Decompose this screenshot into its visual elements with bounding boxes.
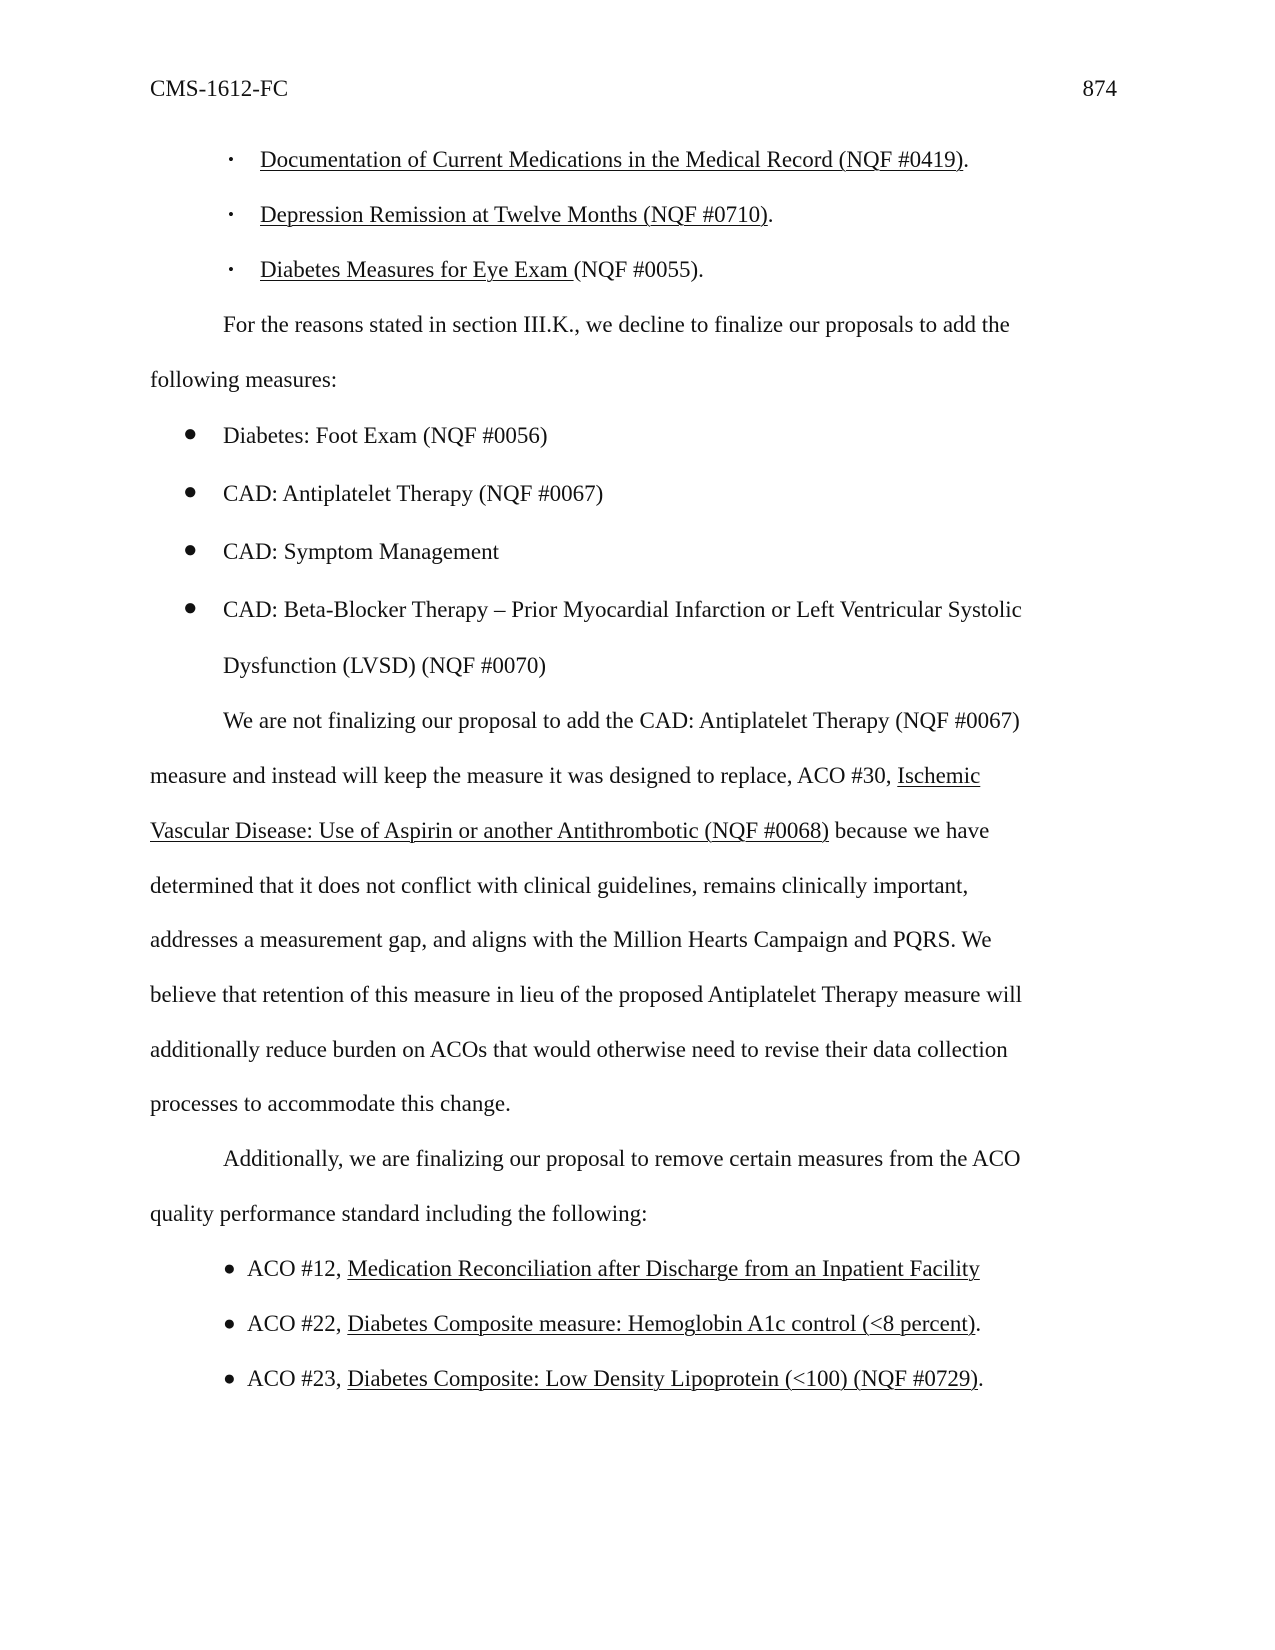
paragraph-line: [150, 763, 980, 789]
document-id: CMS-1612-FC: [150, 76, 289, 101]
bullet-icon: ●: [223, 1311, 236, 1335]
bullet-icon: ●: [183, 595, 198, 621]
aco-number: ACO #22,: [247, 1311, 348, 1336]
paragraph-line: additionally reduce burden on ACOs that would otherwise need to revise their data collection: [150, 1037, 1008, 1062]
list-item-tail: .: [978, 1366, 984, 1391]
paragraph-text: because we have: [829, 818, 990, 843]
paragraph-line: processes to accommodate this change.: [150, 1091, 511, 1116]
list-item: [260, 202, 774, 228]
measure-link[interactable]: Ischemic: [897, 763, 981, 788]
paragraph-line: We are not finalizing our proposal to add the CAD: Antiplatelet Therapy (NQF #0067): [223, 708, 1020, 733]
list-item: [260, 257, 704, 283]
measure-link[interactable]: Diabetes Composite: Low Density Lipoprotein (<100) (NQF #0729): [347, 1366, 979, 1391]
paragraph-line: addresses a measurement gap, and aligns with the Million Hearts Campaign and PQRS. We: [150, 927, 992, 952]
paragraph-text: measure and instead will keep the measure it was designed to replace, ACO #30,: [150, 763, 898, 788]
list-item: CAD: Antiplatelet Therapy (NQF #0067): [223, 481, 604, 506]
list-item-tail: .: [963, 147, 970, 172]
bullet-icon: ●: [183, 421, 198, 447]
aco-number: ACO #12,: [247, 1256, 348, 1281]
list-item: CAD: Symptom Management: [223, 539, 499, 564]
bullet-icon: ●: [223, 1256, 236, 1280]
measure-link[interactable]: Diabetes Composite measure: Hemoglobin A1c control (<8 percent): [347, 1311, 976, 1336]
page-number: 874: [1082, 76, 1117, 101]
paragraph-line: determined that it does not conflict with clinical guidelines, remains clinically important,: [150, 873, 969, 898]
list-item-tail: .: [975, 1311, 982, 1336]
list-item: CAD: Beta-Blocker Therapy – Prior Myocardial Infarction or Left Ventricular Systolic: [223, 597, 1022, 622]
measure-link[interactable]: Documentation of Current Medications in the Medical Record (NQF #0419): [260, 147, 964, 172]
paragraph-line: quality performance standard including the following:: [150, 1201, 648, 1226]
bullet-icon: ●: [223, 1366, 236, 1390]
aco-number: ACO #23,: [247, 1366, 348, 1391]
measure-link[interactable]: Medication Reconciliation after Discharge from an Inpatient Facility: [347, 1256, 980, 1281]
bullet-icon: •: [228, 150, 234, 169]
list-item-tail: .: [767, 202, 774, 227]
bullet-icon: ●: [183, 479, 198, 505]
measure-link[interactable]: Diabetes Measures for Eye Exam: [260, 257, 574, 282]
list-item: Diabetes: Foot Exam (NQF #0056): [223, 423, 548, 448]
bullet-icon: ●: [183, 537, 198, 563]
list-item-tail: (NQF #0055).: [573, 257, 704, 282]
paragraph-line: following measures:: [150, 367, 338, 392]
measure-link[interactable]: Depression Remission at Twelve Months (NQF #0710): [260, 202, 768, 227]
list-item-continuation: Dysfunction (LVSD) (NQF #0070): [223, 653, 547, 678]
measure-link[interactable]: Vascular Disease: Use of Aspirin or another Antithrombotic (NQF #0068): [150, 818, 830, 843]
paragraph-line: believe that retention of this measure in lieu of the proposed Antiplatelet Therapy measure will: [150, 982, 1023, 1007]
bullet-icon: •: [228, 260, 234, 279]
paragraph-line: Additionally, we are finalizing our proposal to remove certain measures from the ACO: [223, 1146, 1021, 1171]
bullet-icon: •: [228, 205, 234, 224]
list-item: [247, 1256, 980, 1282]
list-item: [247, 1311, 981, 1337]
list-item: [260, 147, 969, 173]
paragraph-line: For the reasons stated in section III.K., we decline to finalize our proposals to add the: [223, 312, 1010, 337]
paragraph-line: [150, 818, 989, 844]
list-item: [247, 1366, 984, 1392]
